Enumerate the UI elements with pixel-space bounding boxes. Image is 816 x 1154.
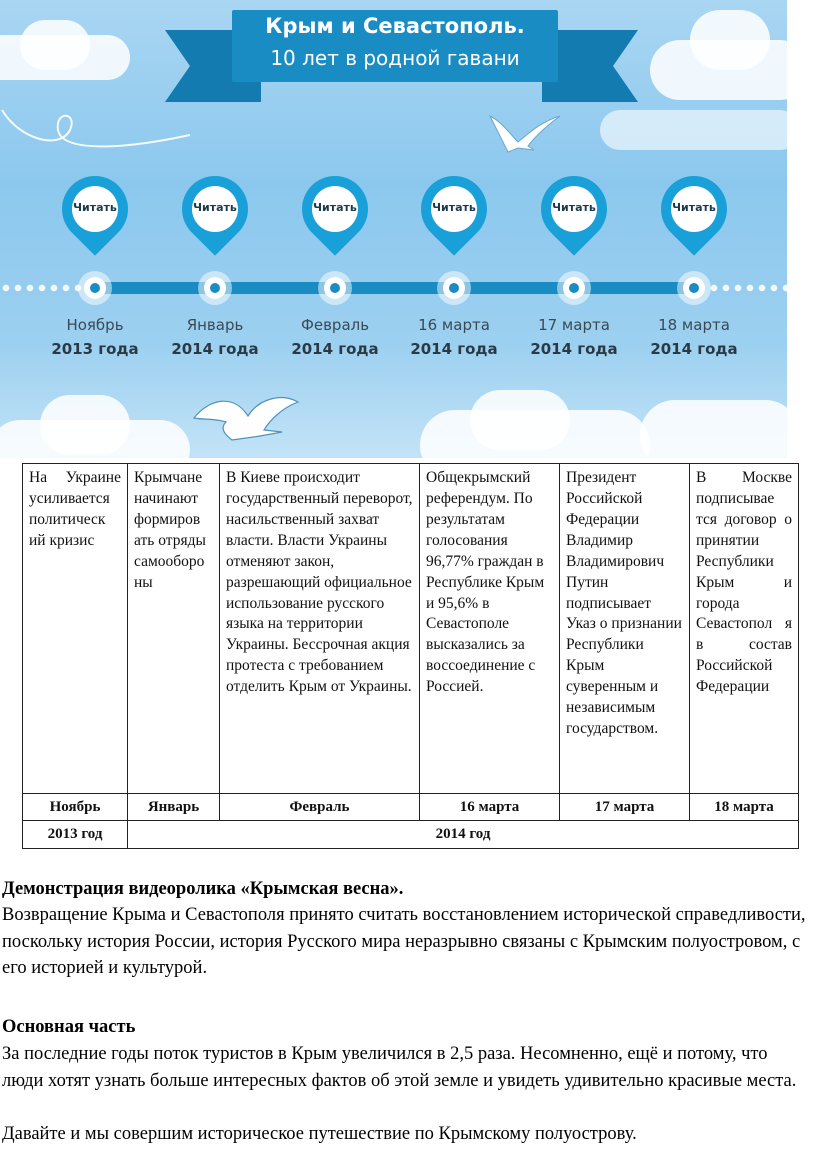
milestone-year: 2014 года [530, 340, 618, 358]
read-button-6[interactable]: Читать [672, 201, 716, 214]
milestone-month: Январь [186, 316, 244, 334]
table-cell: Крымчане начинают формиров ать отряды самооборо ны [128, 464, 220, 794]
table-cell: Февраль [220, 794, 420, 821]
events-table [22, 463, 799, 849]
table-cell: 2014 год [128, 821, 799, 848]
heading-video-demo: Демонстрация видеоролика «Крымская весна». [2, 879, 404, 899]
timeline-bar [92, 282, 704, 294]
table-cell: В Москве подписывае тся договор о принятии Республики Крым и города Севастопол я в состав Российской Федерации [690, 464, 799, 794]
table-cell: 2013 год [23, 821, 128, 848]
table-row [23, 794, 799, 821]
read-button-2[interactable]: Читать [193, 201, 237, 214]
cloud [640, 400, 787, 458]
table-cell: Январь [128, 794, 220, 821]
table-row [23, 464, 799, 794]
seagull-icon [488, 112, 564, 154]
milestone-year: 2014 года [410, 340, 498, 358]
timeline-banner [0, 0, 787, 458]
table-cell: На Украине усиливается политическ ий кризис [23, 464, 128, 794]
timeline-node [324, 277, 346, 299]
heading-main-part: Основная часть [2, 1017, 136, 1037]
milestone-year: 2014 года [171, 340, 259, 358]
timeline-node [84, 277, 106, 299]
milestone-month: 18 марта [658, 316, 730, 334]
paragraph: Давайте и мы совершим историческое путешествие по Крымскому полуострову. [2, 1124, 637, 1144]
cloud [20, 20, 90, 70]
milestone-month: Ноябрь [66, 316, 124, 334]
milestone-year: 2014 года [650, 340, 738, 358]
table-cell: 18 марта [690, 794, 799, 821]
table-cell: Общекрымский референдум. По результатам голосования 96,77% граждан в Республике Крым и 95,6% в Севастополе высказались за воссоединение с Россией. [420, 464, 560, 794]
cloud [600, 110, 787, 150]
banner-subtitle: 10 лет в родной гавани [270, 46, 520, 70]
table-cell: Ноябрь [23, 794, 128, 821]
paragraph: За последние годы поток туристов в Крым увеличился в 2,5 раза. Несомненно, ещё и потому, что люди хотят узнать больше интересных фактов об этой земле и увидеть удивительно красивые места. [2, 1044, 797, 1091]
milestone-month: 16 марта [418, 316, 490, 334]
milestone-year: 2014 года [291, 340, 379, 358]
timeline-node [204, 277, 226, 299]
milestone-year: 2013 года [51, 340, 139, 358]
banner-title: Крым и Севастополь. [265, 14, 525, 38]
table-cell: 16 марта [420, 794, 560, 821]
read-button-1[interactable]: Читать [73, 201, 117, 214]
read-button-3[interactable]: Читать [313, 201, 357, 214]
cloud [690, 10, 770, 70]
swirl-decoration [0, 90, 200, 170]
timeline-node [683, 277, 705, 299]
cloud [470, 390, 570, 450]
table-cell: 17 марта [560, 794, 690, 821]
read-button-4[interactable]: Читать [432, 201, 476, 214]
timeline-node [443, 277, 465, 299]
timeline-node [563, 277, 585, 299]
table-row [23, 821, 799, 848]
paragraph: Возвращение Крыма и Севастополя принято считать восстановлением исторической справедливости, поскольку история России, история Русского мира неразрывно связаны с Крымским полуостровом, с его историей и культурой. [2, 905, 806, 978]
cloud [40, 395, 130, 455]
table-cell: В Киеве происходит государственный переворот, насильственный захват власти. Власти Украины отменяют закон, разрешающий официальное использование русского языка на территории Украины. Бессрочная акция протеста с требованием отделить Крым от Украины. [220, 464, 420, 794]
seagull-icon [190, 388, 302, 448]
read-button-5[interactable]: Читать [552, 201, 596, 214]
milestone-month: 17 марта [538, 316, 610, 334]
table-cell: Президент Российской Федерации Владимир Владимирович Путин подписывает Указ о признании Республики Крым суверенным и независимым государством. [560, 464, 690, 794]
milestone-month: Февраль [300, 316, 370, 334]
